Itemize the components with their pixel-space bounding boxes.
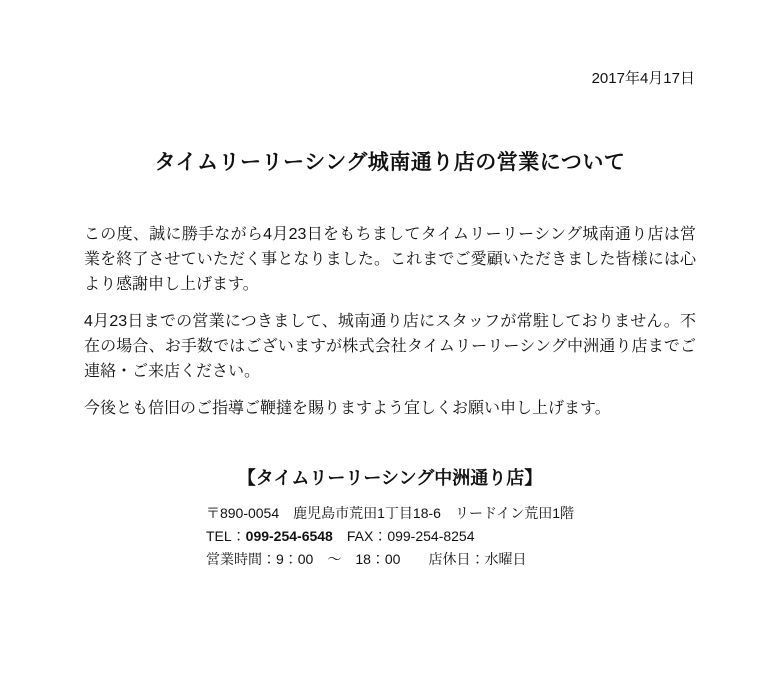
body-paragraph-staff-notice: 4月23日までの営業につきまして、城南通り店にスタッフが常駐しておりません。不在の場合、お手数ではございますが株式会社タイムリーリーシング中洲通り店までご連絡・ご来店ください。 [84,313,696,380]
store-hours: 営業時間：9：00 ～ 18：00 店休日：水曜日 [205,551,527,567]
store-name: 【タイムリーリーシング中洲通り店】 [237,468,543,488]
store-details [206,502,574,571]
store-address: 〒890-0054 鹿児島市荒田1丁目18-6 リードイン荒田1階 [205,505,575,521]
notice-title: タイムリーリーシング城南通り店の営業について [154,151,626,174]
tel-fax-separator [333,528,347,544]
notice-body [84,222,696,433]
store-info-footer [0,466,780,571]
body-paragraph-closing-announcement: この度、誠に勝手ながら4月23日をもちましてタイムリーリーシング城南通り店は営業を終了させていただく事となりました。これまでご愛顧いただきました皆様には心より感謝申し上げます。 [84,226,696,293]
fax-number: 099-254-8254 [387,528,475,544]
tel-label: TEL： [205,528,246,544]
fax-label: FAX： [346,528,388,544]
tel-number: 099-254-6548 [245,528,333,544]
document-date: 2017年4月17日 [591,70,695,87]
store-tel-fax [206,525,574,548]
body-paragraph-closing-greeting: 今後とも倍旧のご指導ご鞭撻を賜りますよう宜しくお願い申し上げます。 [84,400,611,417]
